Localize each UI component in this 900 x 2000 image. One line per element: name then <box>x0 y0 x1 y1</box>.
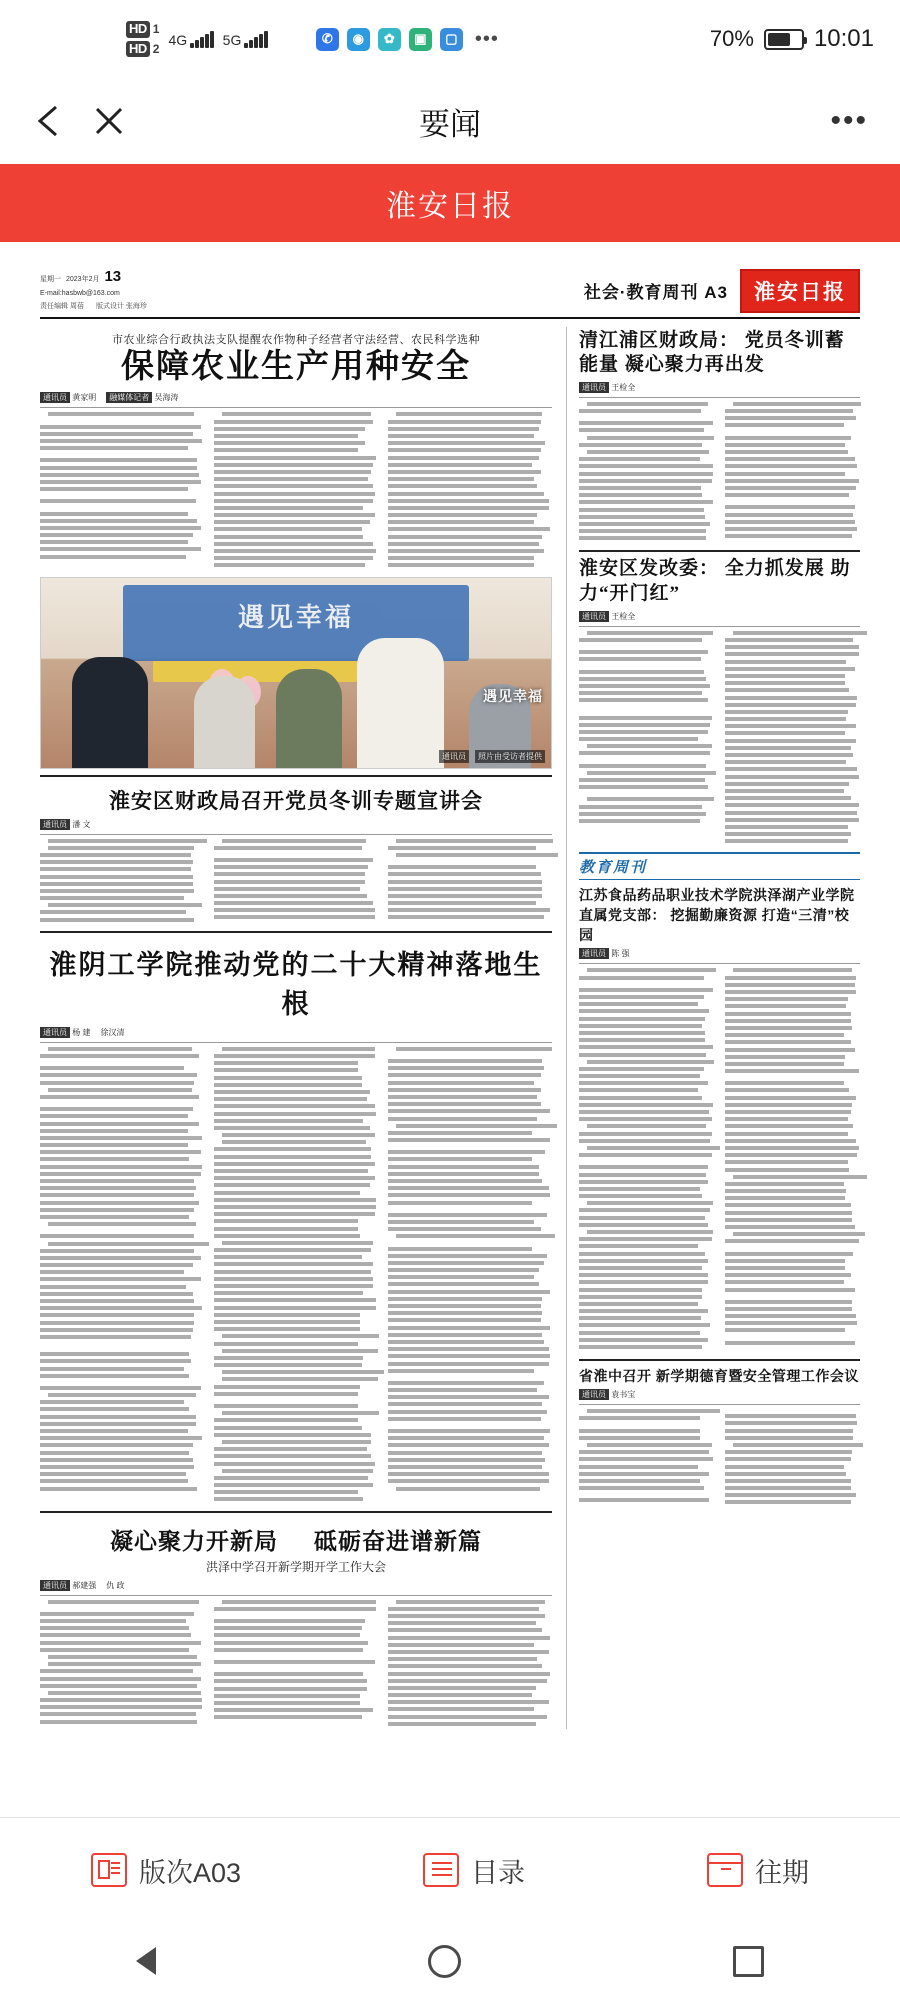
side-article-1-byline <box>579 382 860 393</box>
body-column <box>579 402 715 544</box>
hd-badge-icon-2: HD <box>126 41 150 57</box>
battery-percent-label: 70% <box>709 26 754 51</box>
masthead-editor: 责任编辑 周蓓 <box>40 303 84 310</box>
masthead-right <box>584 269 860 313</box>
masthead-designer: 版式设计 张海珍 <box>95 303 147 310</box>
divider <box>40 1042 552 1043</box>
dual-headline-left: 凝心聚力开新局 <box>110 1528 278 1554</box>
signal-indicator-1 <box>168 31 213 48</box>
body-column <box>725 402 861 544</box>
photo-credit-text: 照片由受访者提供 <box>475 750 545 763</box>
toolbar-item-archive[interactable] <box>707 1851 809 1890</box>
notification-tray <box>285 28 499 51</box>
app-navigation-bar <box>0 78 900 164</box>
divider <box>40 775 552 777</box>
masthead-logo: 淮安日报 <box>740 269 860 313</box>
side-article-1-headline: 清江浦区财政局： 党员冬训蓄能量 凝心聚力再出发 <box>579 329 845 376</box>
side-column <box>566 327 860 1730</box>
sim-2-label: 2 <box>152 41 160 56</box>
photo-person <box>72 657 149 767</box>
byline-name-2: 仇 政 <box>106 1580 125 1590</box>
divider <box>579 397 860 398</box>
body-column <box>579 1409 715 1507</box>
byline-name: 陈 强 <box>611 949 630 959</box>
mail-icon: M <box>285 28 308 51</box>
status-bar <box>0 0 900 78</box>
page-columns <box>40 327 860 1730</box>
divider <box>40 1595 552 1596</box>
newspaper-masthead <box>40 266 860 319</box>
divider <box>579 963 860 964</box>
byline-name: 王检全 <box>611 611 636 621</box>
education-section-label: 教育周刊 <box>579 852 860 880</box>
more-options-button[interactable]: ••• <box>830 104 868 137</box>
lead-article-byline <box>40 392 552 403</box>
side-article-2-headline: 淮安区发改委： 全力抓发展 助力“开门红” <box>579 558 851 605</box>
side-article-3-body <box>579 968 860 1352</box>
side-article-1-body <box>579 402 860 544</box>
wechat-icon: ✆ <box>316 28 339 51</box>
byline-tag: 通讯员 <box>579 611 609 622</box>
masthead-weekday: 星期一 <box>40 276 61 283</box>
divider <box>579 1359 860 1361</box>
archive-icon <box>707 1853 743 1887</box>
body-column <box>725 631 861 847</box>
side-article-3-headline: 江苏食品药品职业技术学院洪泽湖产业学院直属党支部： 挖掘勤廉资源 打造“三清”校园 <box>579 887 855 944</box>
main-column <box>40 327 552 1730</box>
body-column <box>40 1600 204 1729</box>
close-icon <box>92 104 126 138</box>
body-column <box>214 1600 378 1729</box>
side-article-4-byline <box>579 1389 860 1400</box>
toolbar-item-contents[interactable] <box>423 1851 525 1890</box>
body-column <box>214 839 378 925</box>
body-column <box>40 1047 204 1505</box>
hd-indicator-1 <box>126 21 159 37</box>
body-column <box>725 1409 861 1507</box>
body-column <box>579 631 715 847</box>
volte-hd-indicators <box>126 21 159 57</box>
side-article-2-byline <box>579 611 860 622</box>
photo-person <box>357 638 444 767</box>
newspaper-page-image[interactable] <box>0 258 900 1788</box>
health-icon: ▣ <box>409 28 432 51</box>
body-column <box>388 1600 552 1729</box>
sim-1-label: 1 <box>152 22 160 37</box>
status-bar-right <box>710 25 874 53</box>
body-column <box>388 839 552 925</box>
toolbar-label-archive: 往期 <box>755 1857 809 1888</box>
overflow-dots-icon: ••• <box>474 28 499 50</box>
byline-name: 潘 文 <box>72 819 91 829</box>
byline-tag: 通讯员 <box>579 1389 609 1400</box>
byline-tag-2: 融媒体记者 <box>106 392 152 403</box>
dual-headline-right: 砥砺奋进谱新篇 <box>314 1528 482 1554</box>
signal-bars-icon-1 <box>190 31 214 48</box>
divider <box>579 1404 860 1405</box>
masthead-email: E-mail:hasbwb@163.com <box>40 289 120 297</box>
sub-article-1-byline <box>40 819 552 830</box>
byline-tag: 通讯员 <box>579 382 609 393</box>
divider <box>40 931 552 933</box>
page-title: 要闻 <box>419 106 481 142</box>
photo-person <box>276 669 342 768</box>
side-article-3-byline <box>579 948 860 959</box>
publication-banner <box>0 164 900 242</box>
photo-credit <box>439 750 545 763</box>
hd-badge-icon: HD <box>126 21 150 37</box>
body-column <box>214 412 378 570</box>
chevron-left-icon <box>34 101 64 141</box>
masthead-day: 13 <box>104 268 122 285</box>
divider <box>579 550 860 552</box>
toolbar-item-edition[interactable] <box>91 1851 241 1890</box>
dual-article-subhead: 洪泽中学召开新学期开学工作大会 <box>205 1559 386 1574</box>
network-type-label-2: 5G <box>222 31 242 48</box>
byline-name: 王检全 <box>611 382 636 392</box>
toolbar-label-edition: 版次A03 <box>138 1857 242 1888</box>
close-button[interactable] <box>86 98 132 144</box>
photo-credit-tag: 通讯员 <box>439 750 469 763</box>
byline-tag: 通讯员 <box>40 1027 70 1038</box>
body-column <box>214 1047 378 1505</box>
divider <box>40 1511 552 1513</box>
network-type-label-1: 4G <box>168 31 188 48</box>
photo-caption: 遇见幸福 <box>483 687 543 704</box>
body-column <box>388 1047 552 1505</box>
side-article-2-body <box>579 631 860 847</box>
side-article-4-headline: 省淮中召开 新学期德育暨安全管理工作会议 <box>579 1368 859 1385</box>
home-circle-icon[interactable] <box>428 1945 461 1978</box>
back-button[interactable] <box>26 98 72 144</box>
masthead-section-label: 社会·教育周刊 A3 <box>583 283 728 302</box>
body-column <box>725 968 861 1352</box>
byline-name: 杨 建 <box>72 1027 91 1037</box>
dual-article-headline <box>40 1523 552 1556</box>
battery-icon <box>764 29 804 50</box>
photo-screen-text: 遇见幸福 <box>237 603 354 633</box>
browser-icon: ◉ <box>347 28 370 51</box>
lead-article-kicker: 市农业综合行政执法支队提醒农作物种子经营者守法经营、农民科学选种 <box>112 333 480 346</box>
recents-square-icon[interactable] <box>733 1946 764 1977</box>
byline-name-2: 吴海涛 <box>154 393 179 403</box>
sub-article-2-byline <box>40 1027 552 1038</box>
byline-tag: 通讯员 <box>40 392 70 403</box>
byline-name-2: 徐汉清 <box>100 1027 125 1037</box>
lead-article-body <box>40 412 552 570</box>
byline-name: 袁书宝 <box>611 1390 636 1400</box>
signal-indicator-2 <box>223 31 268 48</box>
reader-toolbar <box>0 1817 900 1922</box>
byline-tag: 通讯员 <box>579 948 609 959</box>
divider <box>40 407 552 408</box>
sub-article-2-headline: 淮阴工学院推动党的二十大精神落地生根 <box>49 949 543 1019</box>
body-column <box>40 412 204 570</box>
photo-person <box>194 676 255 767</box>
bluetooth-icon: ✿ <box>378 28 401 51</box>
divider <box>40 834 552 835</box>
byline-name: 黄家明 <box>72 393 97 403</box>
toolbar-label-contents: 目录 <box>471 1857 526 1888</box>
clock-label: 10:01 <box>813 25 874 52</box>
sub-article-2-body <box>40 1047 552 1505</box>
signal-bars-icon-2 <box>244 31 268 48</box>
dual-article-byline <box>40 1580 552 1591</box>
android-navigation-bar <box>0 1922 900 2000</box>
masthead-date: 2023年2月 <box>66 276 100 283</box>
byline-name: 郝建强 <box>72 1580 97 1590</box>
list-icon <box>423 1853 459 1887</box>
camera-icon: ▢ <box>440 28 463 51</box>
publication-title: 淮安日报 <box>386 190 514 223</box>
dual-article-body <box>40 1600 552 1729</box>
byline-tag: 通讯员 <box>40 819 70 830</box>
sub-article-1-body <box>40 839 552 925</box>
sub-article-1-headline: 淮安区财政局召开党员冬训专题宣讲会 <box>109 788 483 813</box>
masthead-publication-info <box>40 266 147 313</box>
body-column <box>40 839 204 925</box>
status-bar-left <box>126 21 499 57</box>
hd-indicator-2 <box>126 41 159 57</box>
lead-article-headline: 保障农业生产用种安全 <box>121 348 471 385</box>
body-column <box>579 968 715 1352</box>
divider <box>579 626 860 627</box>
lead-article-photo <box>40 577 552 769</box>
side-article-4-body <box>579 1409 860 1507</box>
pages-icon <box>91 1853 127 1887</box>
body-column <box>388 412 552 570</box>
byline-tag: 通讯员 <box>40 1580 70 1591</box>
back-triangle-icon[interactable] <box>136 1947 156 1975</box>
